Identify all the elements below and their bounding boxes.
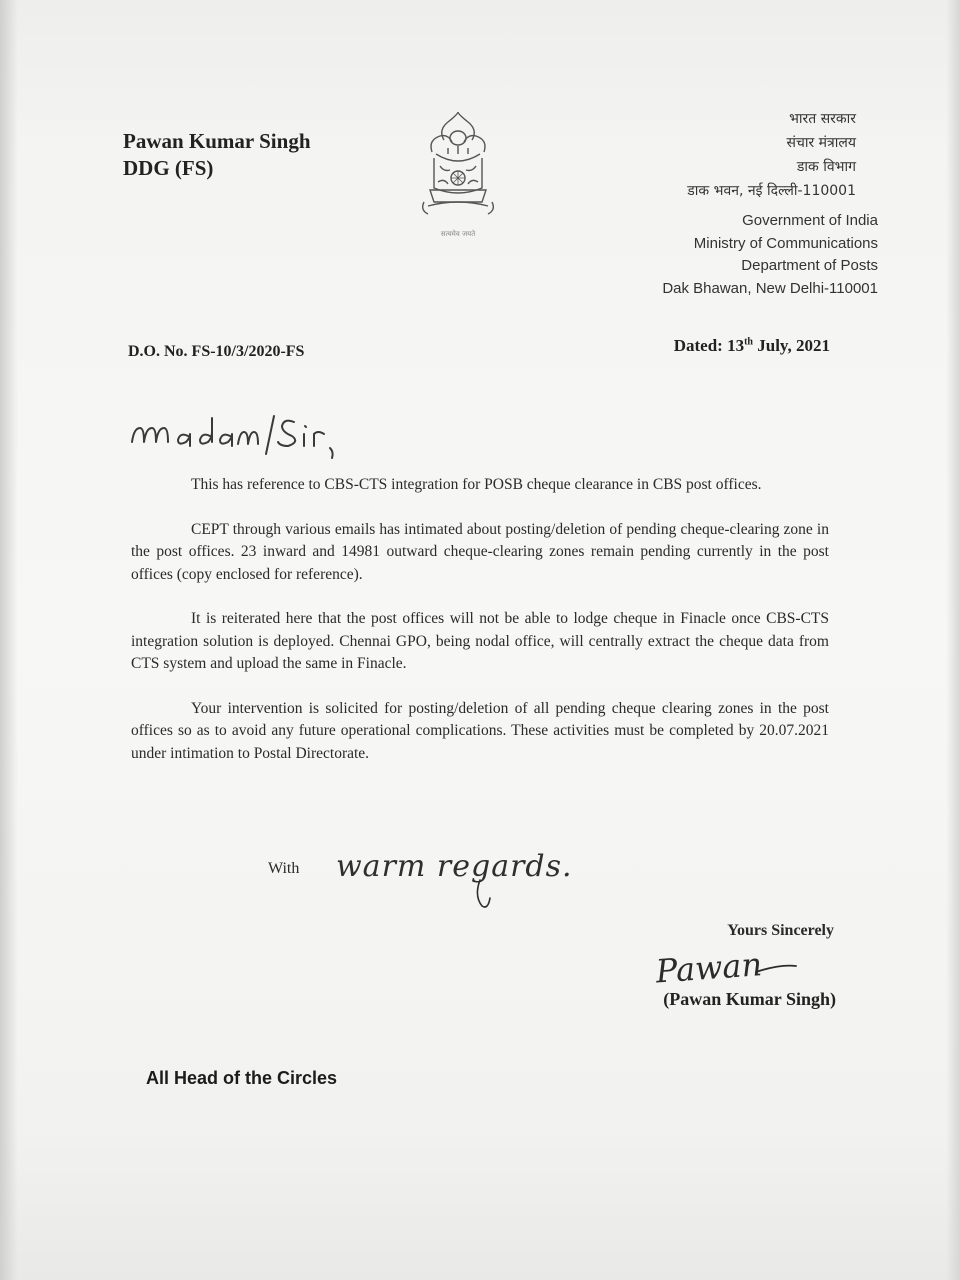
hindi-address-line: संचार मंत्रालय: [786, 135, 856, 151]
body-paragraph: This has reference to CBS-CTS integration for POSB cheque clearance in CBS post offices.: [191, 476, 762, 493]
hindi-address-line: डाक भवन, नई दिल्ली-110001: [687, 183, 856, 199]
handwritten-regards-text: warm regards.: [336, 849, 573, 884]
body-paragraph: Your intervention is solicited for posting/deletion of all pending cheque clearing zones in the post offices so as to avoid any future operational complications. These activities must be completed by 20.07.2021 under intimation to Postal Directorate.: [131, 699, 829, 762]
english-address-block: [662, 210, 878, 300]
date-rest: July, 2021: [753, 336, 830, 355]
recipient-line: All Head of the Circles: [146, 1068, 338, 1088]
body-paragraph: It is reiterated here that the post offices will not be able to lodge cheque in Finacle once CBS-CTS integration solution is deployed. Chennai GPO, being nodal office, will centrally extract the cheque data from CTS system and upload the same in Finacle.: [131, 610, 829, 672]
page-left-shadow: [0, 0, 18, 1280]
handwritten-regards: [330, 846, 610, 918]
do-number: D.O. No. FS-10/3/2020-FS: [128, 343, 305, 360]
handwritten-salutation: [126, 402, 366, 466]
national-emblem-icon: [414, 108, 502, 248]
hindi-address-block: [687, 107, 856, 203]
english-address-line: Ministry of Communications: [693, 234, 878, 252]
letter-date: [674, 336, 830, 356]
letter-body: [131, 474, 829, 787]
closing-line: [268, 846, 608, 918]
sender-name: Pawan Kumar Singh: [123, 129, 311, 153]
english-address-line: Dak Bhawan, New Delhi-110001: [662, 279, 878, 297]
hindi-address-line: भारत सरकार: [789, 111, 856, 127]
emblem-motto: सत्यमेव जयते: [440, 230, 476, 238]
signatory-name: (Pawan Kumar Singh): [663, 989, 836, 1009]
date-ordinal: th: [744, 336, 753, 348]
english-address-line: Department of Posts: [741, 257, 878, 274]
date-label: Dated: 13: [673, 336, 745, 355]
with-label: With: [268, 860, 300, 877]
signature-text: Pawan: [654, 945, 764, 991]
sender-block: [123, 128, 311, 182]
sender-designation: DDG (FS): [123, 156, 214, 180]
yours-sincerely: Yours Sincerely: [727, 922, 834, 939]
body-paragraph: CEPT through various emails has intimated about posting/deletion of pending cheque-clearing zone in the post offices. 23 inward and 14981 outward cheque-clearing zones remain pending currently in the post offices (copy enclosed for reference).: [131, 520, 829, 583]
hindi-address-line: डाक विभाग: [796, 159, 856, 175]
page-right-shadow: [946, 0, 960, 1280]
salutation-script-icon: [126, 402, 366, 466]
english-address-line: Government of India: [742, 212, 878, 229]
salutation-text: [126, 402, 131, 403]
